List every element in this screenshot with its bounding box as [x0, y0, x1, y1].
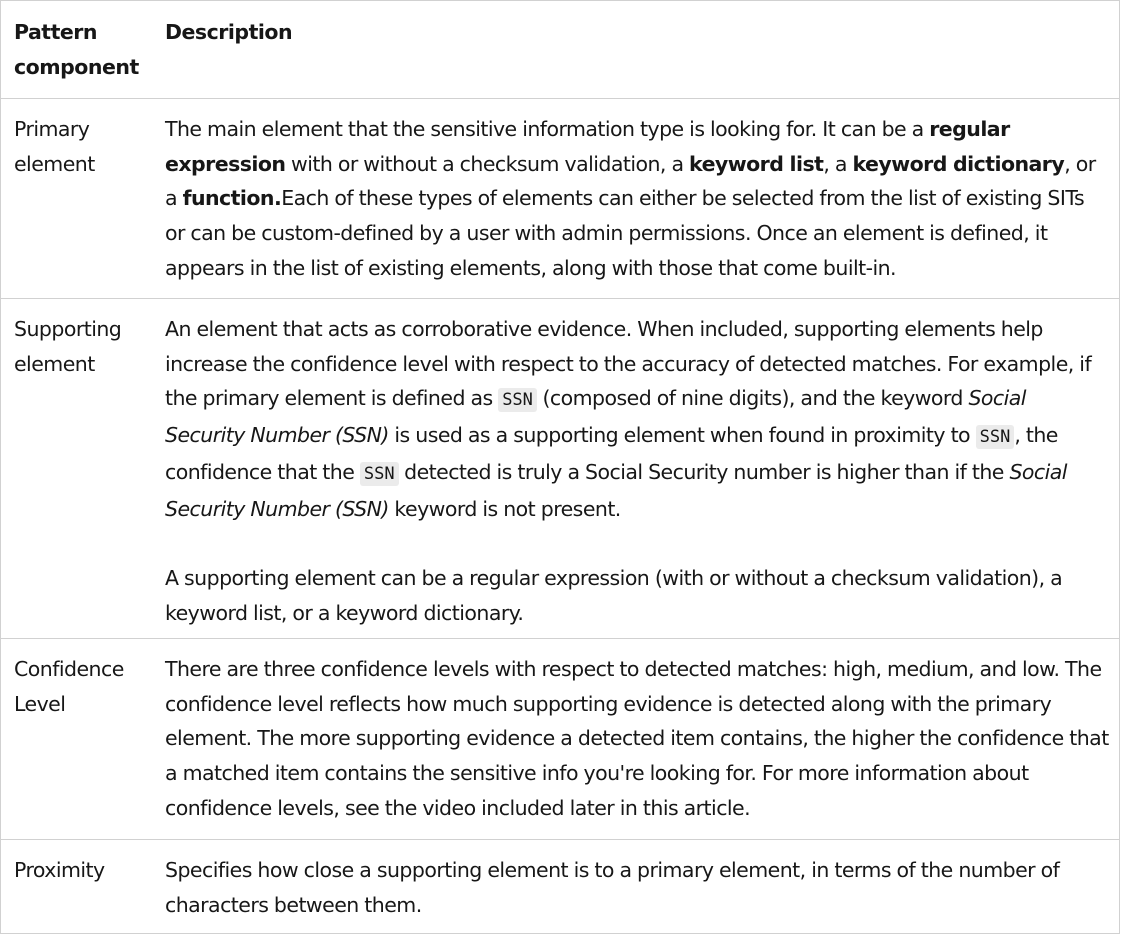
table-header-row: [1, 1, 1119, 98]
row-description-proximity: Specifies how close a supporting element is to a primary element, in terms of the number of characters between them.: [165, 858, 1060, 917]
ssn-code: SSN: [360, 462, 399, 486]
header-description: Description: [165, 20, 293, 44]
row-name-supporting-element: Supporting element: [14, 317, 122, 376]
row-name-confidence-level: Confidence Level: [14, 657, 124, 716]
row-description-supporting-element: [165, 312, 1119, 638]
table-row: [1, 638, 1119, 839]
row-description-primary-element: The main element that the sensitive information type is looking for. It can be a regular expression with or without a checksum validation, a keyword list, a keyword dictionary, or a function.Each of these types of elements can either be selected from the list of existing SITs or can be custom-defined by a user with admin permissions. Once an element is defined, it appears in the list of existing elements, along with those that come built-in.: [165, 117, 1096, 280]
ssn-code: SSN: [976, 425, 1015, 449]
supporting-paragraph-1: An element that acts as corroborative evidence. When included, supporting elements help increase the confidence level with respect to the accuracy of detected matches. For example, if the primary element is defined as SSN (composed of nine digits), and the keyword Social Security Number (SSN) is used as a supporting element when found in proximity to SSN , the confidence that the SSN detected is truly a Social Security number is higher than if the Social Security Number (SSN) keyword is not present.: [165, 317, 1092, 521]
ssn-code: SSN: [498, 388, 537, 412]
table-row: [1, 98, 1119, 298]
row-name-primary-element: Primary element: [14, 117, 95, 176]
row-name-proximity: Proximity: [14, 858, 105, 882]
table-row: [1, 839, 1119, 934]
row-description-confidence-level: There are three confidence levels with respect to detected matches: high, medium, and low. The confidence level reflects how much supporting evidence is detected along with the primary element. The more supporting evidence a detected item contains, the higher the confidence that a matched item contains the sensitive info you're looking for. For more information about confidence levels, see the video included later in this article.: [165, 657, 1109, 820]
table-row: [1, 298, 1119, 638]
supporting-paragraph-2: A supporting element can be a regular expression (with or without a checksum validation), a keyword list, or a keyword dictionary.: [165, 565, 1063, 625]
header-pattern-component: Pattern component: [14, 20, 139, 79]
